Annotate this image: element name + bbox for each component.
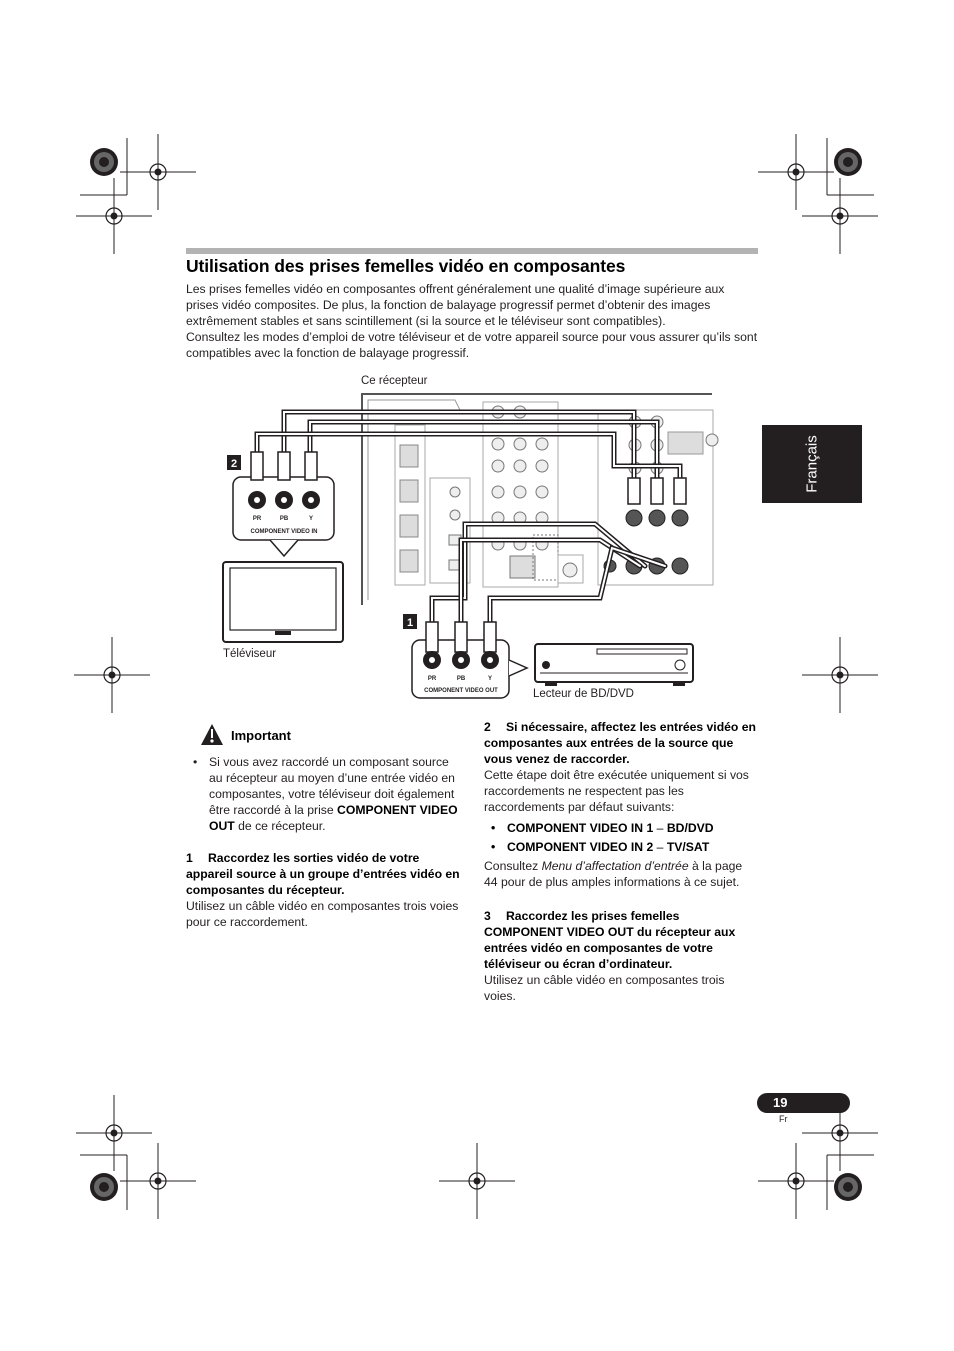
receiver-plugs bbox=[628, 478, 686, 504]
default-assignment-2 bbox=[484, 839, 759, 855]
page-number: 19 bbox=[773, 1095, 788, 1110]
tv-illustration bbox=[223, 562, 343, 642]
callout-2-badge bbox=[227, 455, 241, 470]
step-1-body: Utilisez un câble vidéo en composantes trois voies pour ce raccordement. bbox=[186, 899, 459, 929]
step-1-heading bbox=[186, 850, 461, 898]
right-column bbox=[484, 719, 759, 1004]
default-2-source: TV/SAT bbox=[666, 840, 710, 854]
default-1-source: BD/DVD bbox=[666, 821, 714, 835]
callout-1-badge bbox=[403, 614, 417, 629]
receiver-label: Ce récepteur bbox=[361, 375, 428, 387]
tv-jack-label-pb: PB bbox=[279, 516, 289, 522]
player-jack-label-y: Y bbox=[487, 676, 493, 682]
important-text-post: de ce récepteur. bbox=[234, 819, 326, 833]
step-2-body: Cette étape doit être exécutée uniquement si vos raccordements ne respectent pas les raccordements par défaut suivants: bbox=[484, 768, 749, 814]
step-3-heading-text: Raccordez les prises femelles COMPONENT VIDEO OUT du récepteur aux entrées vidéo en composantes de votre téléviseur ou écran d’ordinateur. bbox=[484, 909, 736, 971]
step-2-number: 2 bbox=[484, 720, 491, 734]
section-title: Utilisation des prises femelles vidéo en composantes bbox=[186, 256, 626, 276]
player-connector-panel bbox=[412, 622, 527, 698]
step-1-number: 1 bbox=[186, 851, 193, 865]
step-3-heading bbox=[484, 908, 759, 972]
default-1-sep: – bbox=[653, 821, 667, 835]
bd-dvd-player-illustration bbox=[535, 644, 693, 686]
step-2-ref-post: à la page 44 pour de plus amples informations à ce sujet. bbox=[484, 859, 743, 889]
step-2-ref-italic: Menu d’affectation d’entrée bbox=[541, 859, 689, 873]
step-3-body: Utilisez un câble vidéo en composantes trois voies. bbox=[484, 973, 725, 1003]
important-list bbox=[186, 754, 461, 834]
tv-jack-label-y: Y bbox=[308, 516, 314, 522]
step-2-reference bbox=[484, 858, 759, 890]
step-3-number: 3 bbox=[484, 909, 491, 923]
default-2-sep: – bbox=[653, 840, 667, 854]
callout-2-text: 2 bbox=[230, 458, 238, 470]
tv-panel-label: COMPONENT VIDEO IN bbox=[250, 529, 318, 535]
tv-jack-label-pr: PR bbox=[252, 516, 262, 522]
important-bullet bbox=[186, 754, 461, 834]
intro-paragraph-2: Consultez les modes d’emploi de votre téléviseur et de votre appareil source pour vous assurer qu’ils sont compatibles avec la fonction de balayage progressif. bbox=[186, 330, 758, 360]
cable-player-to-receiver bbox=[432, 524, 665, 625]
page-language: Fr bbox=[779, 1114, 788, 1124]
tv-label: Téléviseur bbox=[223, 648, 277, 660]
step-2-default-list bbox=[484, 820, 759, 855]
default-1-input: COMPONENT VIDEO IN 1 bbox=[507, 821, 654, 835]
step-1-heading-text: Raccordez les sorties vidéo de votre appareil source à un groupe d’entrées vidéo en composantes du récepteur. bbox=[186, 851, 460, 897]
step-2-heading-text: Si nécessaire, affectez les entrées vidéo en composantes aux entrées de la source que vous venez de raccorder. bbox=[484, 720, 756, 766]
important-text-pre: Si vous avez raccordé un composant source au récepteur au moyen d’une entrée vidéo en composantes, votre téléviseur doit également être raccordé à la prise bbox=[209, 755, 455, 817]
default-2-input: COMPONENT VIDEO IN 2 bbox=[507, 840, 654, 854]
intro-paragraph-1: Les prises femelles vidéo en composantes offrent généralement une qualité d’image supérieure aux prises vidéo composites. De plus, la fonction de balayage progressif permet d’obtenir des images extrêmement stables et sans scintillement (si la source et le téléviseur sont compatibles). bbox=[186, 282, 725, 328]
language-tab-label: Français bbox=[803, 435, 821, 493]
step-2-heading bbox=[484, 719, 759, 767]
player-jack-label-pr: PR bbox=[427, 676, 437, 682]
warning-icon bbox=[200, 723, 224, 747]
important-heading-row bbox=[186, 726, 461, 748]
left-column bbox=[186, 726, 461, 930]
step-2-ref-pre: Consultez bbox=[484, 859, 542, 873]
player-jack-label-pb: PB bbox=[456, 676, 466, 682]
tv-connector-panel bbox=[230, 452, 334, 556]
important-text-bold: COMPONENT VIDEO OUT bbox=[209, 803, 458, 833]
page-number-pill bbox=[757, 1093, 850, 1113]
player-label: Lecteur de BD/DVD bbox=[533, 688, 634, 700]
player-panel-label: COMPONENT VIDEO OUT bbox=[424, 688, 498, 694]
default-assignment-1 bbox=[484, 820, 759, 836]
important-heading: Important bbox=[231, 728, 291, 743]
receiver-rear-panel bbox=[362, 394, 718, 605]
callout-1-text: 1 bbox=[406, 617, 414, 629]
